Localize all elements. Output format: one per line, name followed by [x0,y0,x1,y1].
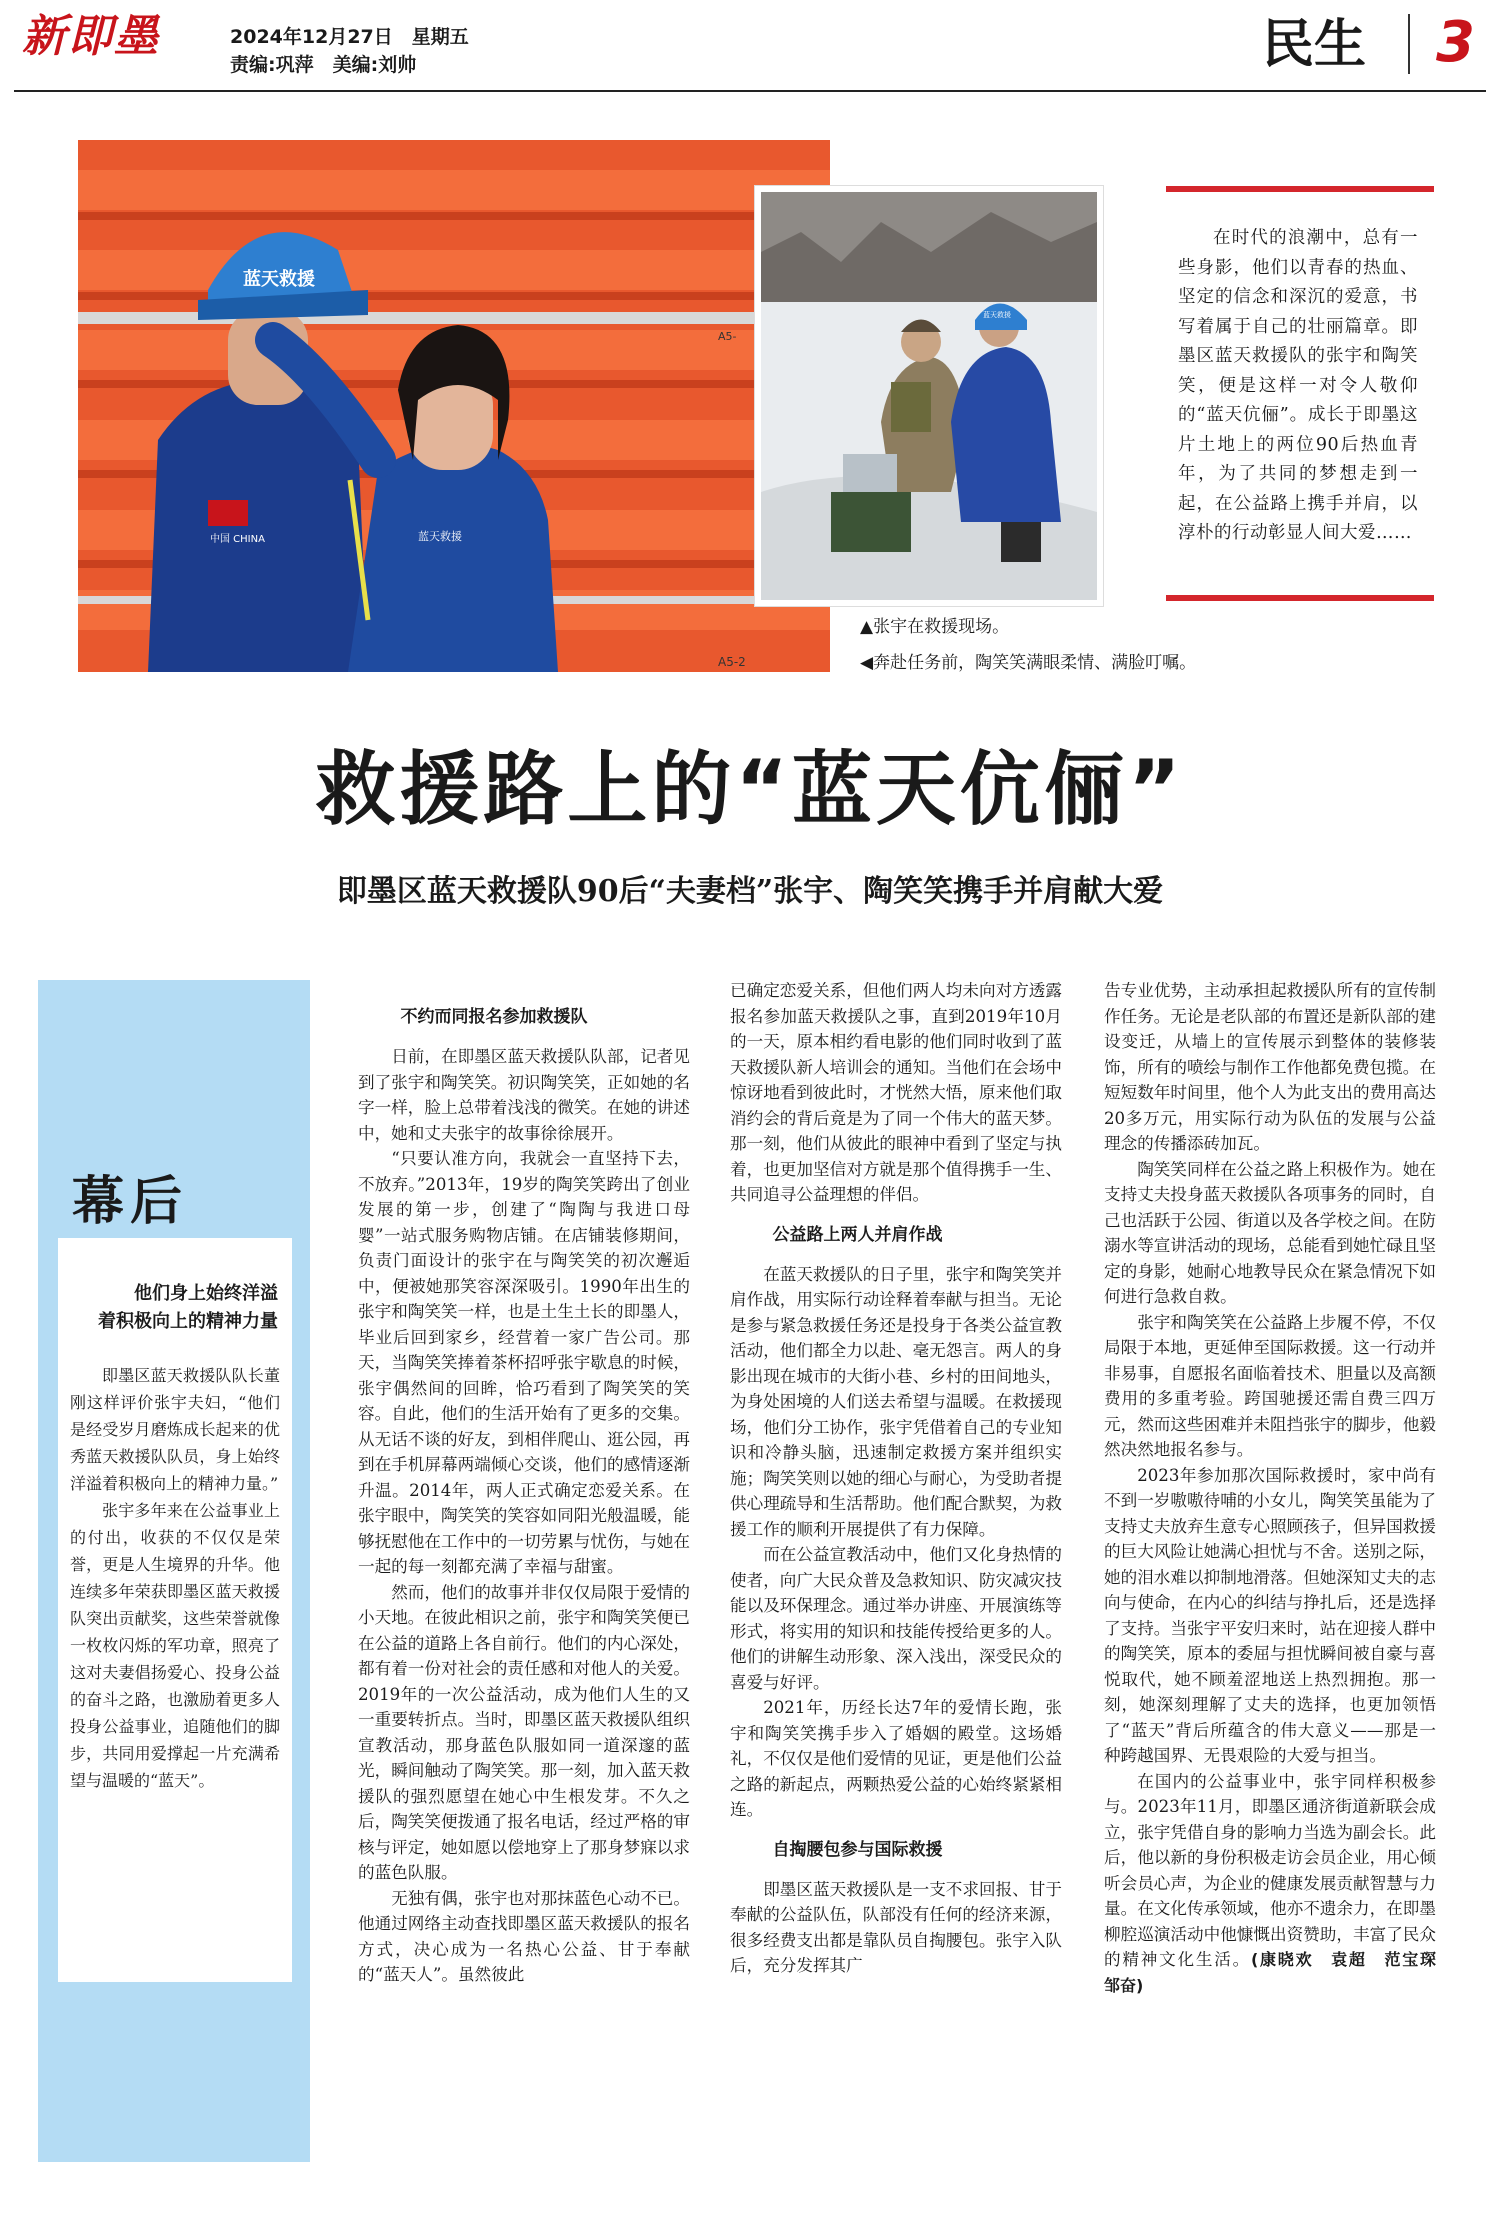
article-paragraph: 在蓝天救援队的日子里，张宇和陶笑笑并肩作战，用实际行动诠释着奉献与担当。无论是参与紧急救援任务还是投身于各类公益宣教活动，他们都全力以赴、毫无怨言。两人的身影出现在城市的大街小巷、乡村的田间地头，为身处困境的人们送去希望与温暖。在救援现场，他们分工协作，张宇凭借着自己的专业知识和冷静头脑，迅速制定救援方案并组织实施；陶笑笑则以她的细心与耐心，为受助者提供心理疏导和生活帮助。他们配合默契，为救援工作的顺利开展提供了有力保障。 [730,1264,1062,1539]
article-paragraph: 日前，在即墨区蓝天救援队队部，记者见到了张宇和陶笑笑。初识陶笑笑，正如她的名字一样，脸上总带着浅浅的微笑。在她的讲述中，她和丈夫张宇的故事徐徐展开。 [358,1047,690,1143]
photo-caption: ▲张宇在救援现场。 [860,617,1010,637]
helmet-text: 蓝天救援 [983,311,1011,319]
sidebar-title: 幕后 [72,1172,189,1232]
sub-headline: 即墨区蓝天救援队90后“夫妻档”张宇、陶笑笑携手并肩献大爱 [336,874,1164,909]
sidebar-body [70,1362,280,1794]
main-headline: 救援路上的“蓝天伉俪” [315,743,1185,836]
sidebar-subtitle-line: 他们身上始终洋溢 [134,1283,278,1304]
article-paragraph: 陶笑笑同样在公益之路上积极作为。她在支持丈夫投身蓝天救援队各项事务的同时，自己也活跃于公园、街道以及各学校之间。在防溺水等宣讲活动的现场，总能看到她忙碌且坚定的身影，她耐心地教导民众在紧急情况下如何进行急救自救。 [1104,1159,1436,1306]
header-rule [14,90,1486,92]
article-paragraph: 告专业优势，主动承担起救援队所有的宣传制作任务。无论是老队部的布置还是新队部的建设变迁，从墙上的宣传展示到整体的装修装饰，所有的喷绘与制作工作他都免费包揽。在短短数年时间里，他个人为此支出的费用高达20多万元，用实际行动为队伍的发展与公益理念的传播添砖加瓦。 [1104,981,1436,1153]
article-paragraph: 2023年参加那次国际救援时，家中尚有不到一岁嗷嗷待哺的小女儿，陶笑笑虽能为了支持丈夫放弃生意专心照顾孩子，但异国救援的巨大风险让她满心担忧与不舍。送别之际，她的泪水难以抑制地滑落。但她深知丈夫的志向与使命，在内心的纠结与挣扎后，还是选择了支持。当张宇平安归来时，站在迎接人群中的陶笑笑，原本的委屈与担忧瞬间被自豪与喜悦取代，她不顾羞涩地送上热烈拥抱。那一刻，她深刻理解了丈夫的选择，也更加领悟了“蓝天”背后所蕴含的伟大意义——那是一种跨越国界、无畏艰险的大爱与担当。 [1104,1465,1436,1765]
article-paragraph: 2021年，历经长达7年的爱情长跑，张宇和陶笑笑携手步入了婚姻的殿堂。这场婚礼，不仅仅是他们爱情的见证，更是他们公益之路的新起点，两颗热爱公益的心始终紧紧相连。 [730,1698,1062,1819]
article-column-2 [730,978,1062,1979]
helmet-text: 蓝天救援 [243,269,315,290]
photo-caption: ◀奔赴任务前，陶笑笑满眼柔情、满脸叮嘱。 [860,653,1197,673]
section-title: 民生 [1262,15,1367,75]
photo-zhangyu-rescue-site [755,186,1103,606]
article-paragraph: 张宇和陶笑笑在公益路上步履不停，不仅局限于本地，更延伸至国际救援。这一行动并非易事，自愿报名面临着技术、胆量以及高额费用的多重考验。跨国驰援还需自费三四万元，然而这些困难并未阻挡张宇的脚步，他毅然决然地报名参与。 [1104,1312,1436,1459]
article-column-1 [358,1000,690,1988]
article-subheading: 公益路上两人并肩作战 [772,1224,943,1245]
editor-credits: 责编:巩萍 美编:刘帅 [230,54,417,76]
article-paragraph: “只要认准方向，我就会一直坚持下去，不放弃。”2013年，19岁的陶笑笑跨出了创业发展的第一步，创建了“陶陶与我进口母婴”一站式服务购物店铺。在店铺装修期间，负责门面设计的张宇在与陶笑笑的初次邂逅中，便被她那笑容深深吸引。1990年出生的张宇和陶笑笑一样，也是土生土长的即墨人，毕业后回到家乡，经营着一家广告公司。那天，当陶笑笑捧着茶杯招呼张宇歇息的时候，张宇偶然间的回眸，恰巧看到了陶笑笑的笑容。自此，他们的生活开始有了更多的交集。从无话不谈的好友，到相伴爬山、逛公园，再到在手机屏幕两端倾心交谈，他们的感情逐渐升温。2014年，两人正式确定恋爱关系。在张宇眼中，陶笑笑的笑容如同阳光般温暖，能够抚慰他在工作中的一切劳累与忧伤，与她在一起的每一刻都充满了幸福与甜蜜。 [358,1149,690,1576]
header-divider [1408,14,1410,74]
article-paragraph [1104,1769,1453,1999]
intro-rule-top [1166,186,1434,192]
sidebar-subtitle [62,1280,278,1336]
photo-couple-preparing [78,140,830,672]
patch-text: 中国 CHINA [210,534,265,545]
article-subheading: 自掏腰包参与国际救援 [772,1839,943,1860]
vest-text: 蓝天救援 [418,530,462,543]
intro-rule-bottom [1166,595,1434,601]
sidebar-paragraph: 即墨区蓝天救援队队长董刚这样评价张宇夫妇，“他们是经受岁月磨炼成长起来的优秀蓝天救援队队员，身上始终洋溢着积极向上的精神力量。” [70,1366,280,1493]
article-paragraph: 已确定恋爱关系，但他们两人均未向对方透露报名参加蓝天救援队之事，直到2019年10月的一天，原本相约看电影的他们同时收到了蓝天救援队新人培训会的通知。当他们在会场中惊讶地看到彼此时，才恍然大悟，原来他们取消约会的背后竟是为了同一个伟大的蓝天梦。那一刻，他们从彼此的眼神中看到了坚定与执着，也更加坚信对方就是那个值得携手一生、共同追寻公益理想的伴侣。 [730,981,1062,1204]
article-paragraph: 然而，他们的故事并非仅仅局限于爱情的小天地。在彼此相识之前，张宇和陶笑笑便已在公益的道路上各自前行。他们的内心深处，都有着一份对社会的责任感和对他人的关爱。2019年的一次公益活动，成为他们人生的又一重要转折点。当时，即墨区蓝天救援队组织宣教活动，那身蓝色队服如同一道深邃的蓝光，瞬间触动了陶笑笑。那一刻，加入蓝天救援队的强烈愿望在她心中生根发芽。不久之后，陶笑笑便拨通了报名电话，经过严格的审核与评定，她如愿以偿地穿上了那身梦寐以求的蓝色队服。 [358,1582,690,1882]
page-number: 3 [1436,10,1475,75]
masthead-logo: 新即墨 [22,11,160,62]
article-byline: (康晓欢 袁超 范宝琛 邹奋) [1104,1950,1453,1995]
intro-lead: 在时代的浪潮中，总有一些身影，他们以青春的热血、坚定的信念和深沉的爱意，书写着属于自己的壮丽篇章。即墨区蓝天救援队的张宇和陶笑笑，便是这样一对令人敬仰的“蓝天伉俪”。成长于即墨这片土地上的两位90后热血青年，为了共同的梦想走到一起，在公益路上携手并肩，以淳朴的行动彰显人间大爱…… [1178,228,1418,543]
article-paragraph: 即墨区蓝天救援队是一支不求回报、甘于奉献的公益队伍，队部没有任何的经济来源，很多经费支出都是靠队员自掏腰包。张宇入队后，充分发挥其广 [730,1879,1062,1975]
article-paragraph: 而在公益宣教活动中，他们又化身热情的使者，向广大民众普及急救知识、防灾减灾技能以及环保理念。通过举办讲座、开展演练等形式，将实用的知识和技能传授给更多的人。他们的讲解生动形象、深入浅出，深受民众的喜爱与好评。 [730,1545,1062,1692]
article-column-3 [1104,978,1453,1998]
article-paragraph: 无独有偶，张宇也对那抹蓝色心动不已。他通过网络主动查找即墨区蓝天救援队的报名方式，决心成为一名热心公益、甘于奉献的“蓝天人”。虽然彼此 [358,1888,690,1984]
shelf-label: A5- [718,330,737,343]
shelf-label: A5-2 [718,655,746,669]
sidebar-paragraph: 张宇多年来在公益事业上的付出，收获的不仅仅是荣誉，更是人生境界的升华。他连续多年荣获即墨区蓝天救援队突出贡献奖，这些荣誉就像一枚枚闪烁的军功章，照亮了这对夫妻倡扬爱心、投身公益的奋斗之路，也激励着更多人投身公益事业，追随他们的脚步，共同用爱撑起一片充满希望与温暖的“蓝天”。 [70,1501,280,1790]
article-paragraph-text: 在国内的公益事业中，张宇同样积极参与。2023年11月，即墨区通济街道新联会成立，张宇凭借自身的影响力当选为副会长。此后，他以新的身份积极走访会员企业，用心倾听会员心声，为企业的健康发展贡献智慧与力量。在文化传承领域，他亦不遗余力，在即墨柳腔巡演活动中他慷慨出资赞助，丰富了民众的精神文化生活。 [1104,1771,1436,1969]
article-subheading: 不约而同报名参加救援队 [400,1007,588,1027]
issue-date: 2024年12月27日 星期五 [230,26,469,48]
sidebar-subtitle-line: 着积极向上的精神力量 [98,1311,278,1332]
